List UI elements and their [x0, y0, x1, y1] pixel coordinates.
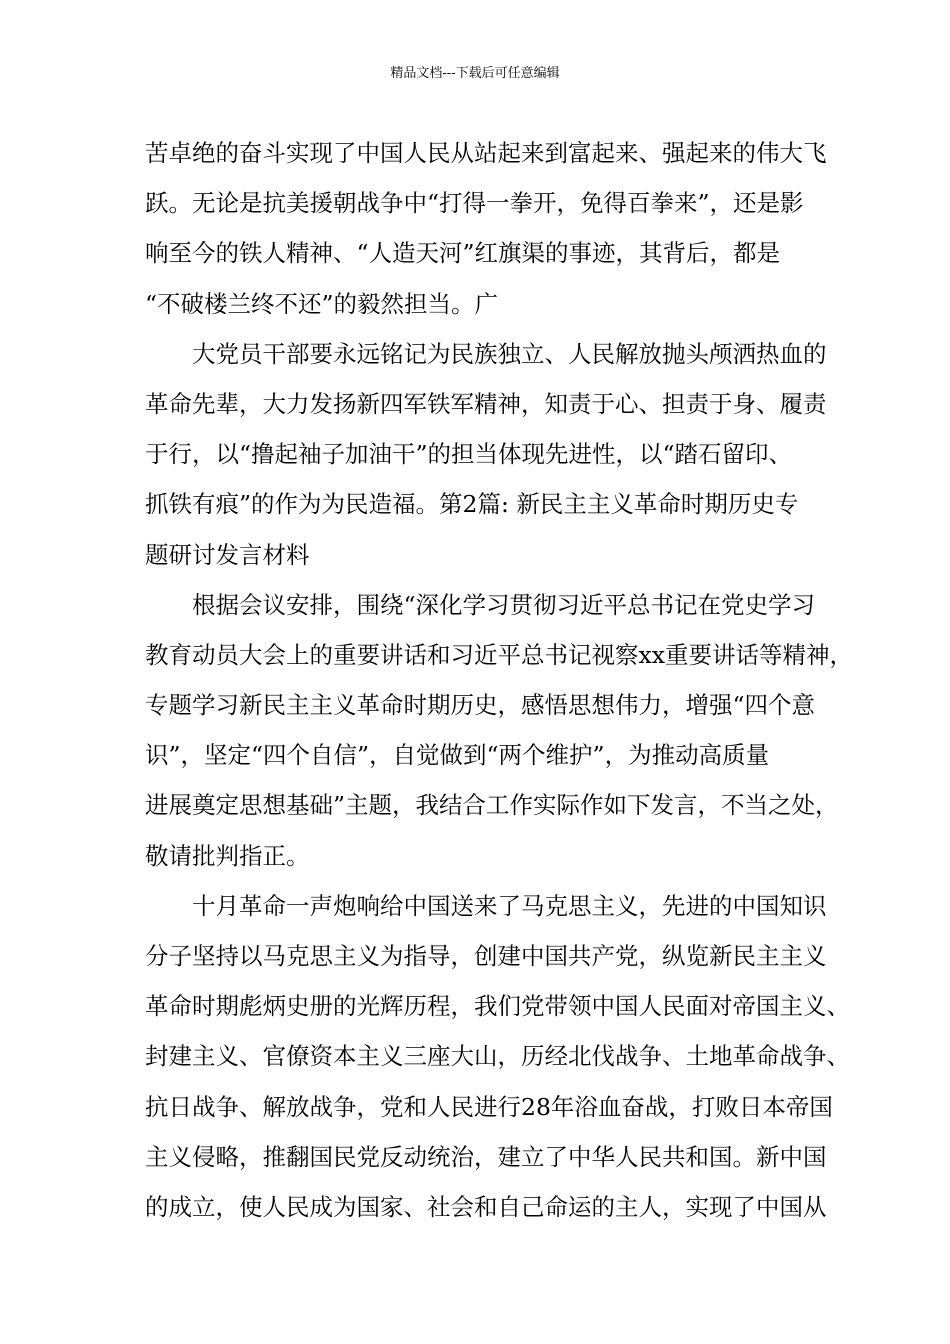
text-line: 主义侵略，推翻国民党反动统治，建立了中华人民共和国。新中国 [145, 1142, 827, 1171]
text-line: 大党员干部要永远铭记为民族独立、人民解放抛头颅洒热血的 [192, 339, 827, 368]
text-line: 革命时期彪炳史册的光辉历程，我们党带领中国人民面对帝国主义、 [145, 992, 850, 1021]
text-line: 教育动员大会上的重要讲话和习近平总书记视察xx重要讲话等精神， [145, 640, 854, 669]
text-line: 根据会议安排，围绕“深化学习贯彻习近平总书记在党史学习 [192, 590, 816, 619]
text-line: 的成立，使人民成为国家、社会和自己命运的主人，实现了中国从 [145, 1192, 827, 1221]
text-line: 专题学习新民主主义革命时期历史，感悟思想伟力，增强“四个意 [145, 691, 816, 720]
text-line: 分子坚持以马克思主义为指导，创建中国共产党，纵览新民主主义 [145, 942, 827, 970]
text-line: 题研讨发言材料 [145, 540, 310, 569]
paragraph [145, 329, 825, 580]
text-line: “不破楼兰终不还”的毅然担当。广 [145, 289, 499, 318]
text-line: 抓铁有痕”的作为为民造福。第2篇: 新民主主义革命时期历史专 [145, 490, 799, 519]
text-line: 跃。无论是抗美援朝战争中“打得一拳开，免得百拳来”，还是影 [145, 189, 804, 218]
text-line: 十月革命一声炮响给中国送来了马克思主义，先进的中国知识 [192, 891, 827, 920]
text-line: 敬请批判指正。 [145, 841, 310, 870]
text-line: 响至今的铁人精神、“人造天河”红旗渠的事迹，其背后，都是 [145, 239, 781, 268]
paragraph [145, 881, 850, 1232]
text-line: 革命先辈，大力发扬新四军铁军精神，知责于心、担责于身、履责 [145, 389, 827, 418]
paragraph [145, 128, 825, 329]
page-header: 精品文档---下载后可任意编辑 [390, 66, 560, 81]
text-line: 于行，以“撸起袖子加油干”的担当体现先进性，以“踏石留印、 [145, 440, 793, 469]
paragraph [145, 580, 854, 881]
text-line: 识”，坚定“四个自信”，自觉做到“两个维护”，为推动高质量 [145, 741, 770, 770]
text-line: 封建主义、官僚资本主义三座大山，历经北伐战争、土地革命战争、 [145, 1042, 850, 1071]
body-text [145, 128, 854, 1232]
text-line: 进展奠定思想基础”主题，我结合工作实际作如下发言，不当之处， [145, 791, 839, 820]
text-line: 苦卓绝的奋斗实现了中国人民从站起来到富起来、强起来的伟大飞 [145, 139, 827, 167]
text-line: 抗日战争、解放战争，党和人民进行28年浴血奋战，打败日本帝国 [145, 1092, 833, 1121]
